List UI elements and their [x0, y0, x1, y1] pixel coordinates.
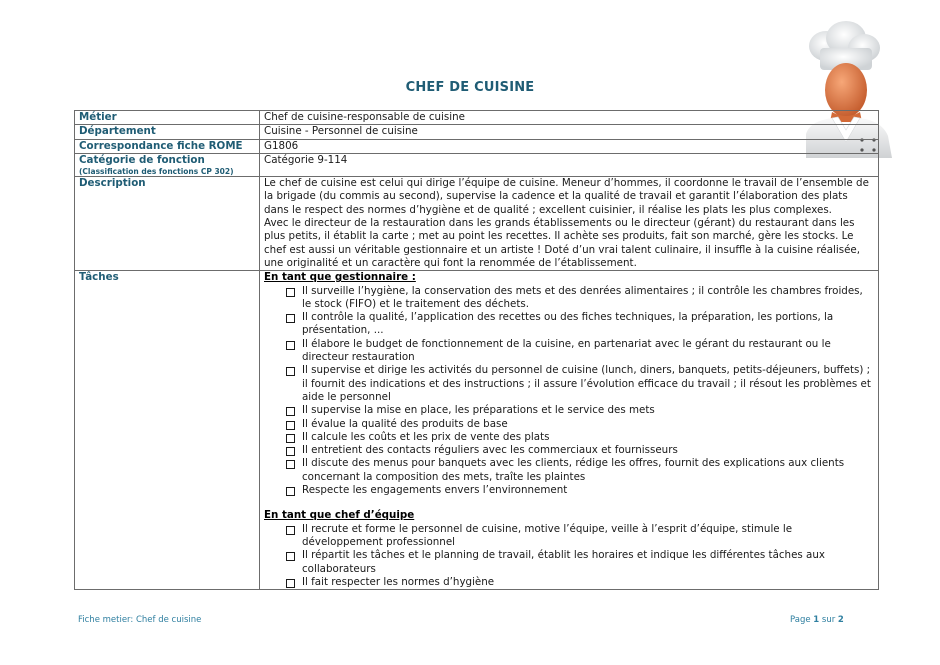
checkbox-bullet-icon — [286, 407, 295, 416]
task-text: Il élabore le budget de fonctionnement de la cuisine, en partenariat avec le gérant du restaurant ou le directeur restauration — [302, 337, 831, 364]
footer-document-name: Fiche metier: Chef de cuisine — [78, 615, 202, 625]
list-item — [284, 549, 874, 576]
task-list-gestionnaire — [264, 285, 874, 498]
job-sheet-table — [74, 110, 879, 590]
value-departement: Cuisine - Personnel de cuisine — [260, 125, 879, 139]
sublabel-categorie: (Classification des fonctions CP 302) — [79, 167, 234, 177]
label-departement: Département — [75, 125, 260, 139]
row-metier — [75, 111, 879, 125]
checkbox-bullet-icon — [286, 314, 295, 323]
list-item — [284, 404, 874, 417]
list-item — [284, 484, 874, 497]
label-description: Description — [75, 177, 260, 271]
heading-chef-equipe: En tant que chef d’équipe — [264, 509, 415, 522]
list-item — [284, 418, 874, 431]
footer-page-current: 1 — [813, 615, 820, 625]
list-item — [284, 576, 874, 589]
row-categorie — [75, 153, 879, 176]
task-text: Il contrôle la qualité, l’application des recettes ou des fiches techniques, la préparation, les portions, la présentation, ... — [302, 311, 834, 337]
description-paragraph: Le chef de cuisine est celui qui dirige l’équipe de cuisine. Meneur d’hommes, il coordonne le travail de l’ensemble de la brigade (du commis au second), supervise la cadence et la qualité de travail et garantit l’élaboration des plats dans le respect des normes d’hygiène et de qualité ; excellent cuisinier, il réalise les plats les plus complexes. — [264, 177, 869, 216]
value-description — [260, 177, 879, 271]
value-rome: G1806 — [260, 139, 879, 153]
task-text: Il entretient des contacts réguliers avec les commerciaux et fournisseurs — [302, 444, 678, 457]
label-taches: Tâches — [75, 271, 260, 590]
list-item — [284, 364, 874, 404]
task-text: Il surveille l’hygiène, la conservation des mets et des denrées alimentaires ; il contrôle les chambres froides, le stock (FIFO) et le traitement des déchets. — [302, 284, 863, 310]
value-categorie: Catégorie 9-114 — [260, 153, 879, 176]
task-text: Il supervise la mise en place, les préparations et le service des mets — [302, 404, 655, 417]
checkbox-bullet-icon — [286, 487, 295, 496]
task-text: Il discute des menus pour banquets avec les clients, rédige les offres, fournit des explications aux clients concernant la composition des mets, traîte les plaintes — [302, 457, 845, 483]
task-text: Il évalue la qualité des produits de base — [302, 417, 508, 430]
checkbox-bullet-icon — [286, 421, 295, 430]
value-taches — [260, 271, 879, 590]
footer-page-number — [790, 615, 844, 625]
checkbox-bullet-icon — [286, 579, 295, 588]
page-title: CHEF DE CUISINE — [405, 80, 535, 95]
list-item — [284, 431, 874, 444]
task-text: Il supervise et dirige les activités du personnel de cuisine (lunch, diners, banquets, petits-déjeuners, buffets) ; il fournit des indications et des instructions ; il assure l’évolution efficace du travail ; il résout les problèmes et aide le personnel — [302, 364, 871, 403]
value-metier: Chef de cuisine-responsable de cuisine — [260, 111, 879, 125]
footer-of-word: sur — [821, 615, 836, 625]
checkbox-bullet-icon — [286, 341, 295, 350]
footer-page-total: 2 — [837, 615, 844, 625]
checkbox-bullet-icon — [286, 526, 295, 535]
task-text: Respecte les engagements envers l’environnement — [302, 484, 568, 497]
task-text: Il répartit les tâches et le planning de travail, établit les horaires et indique les différentes tâches aux collaborateurs — [302, 549, 825, 575]
checkbox-bullet-icon — [286, 552, 295, 561]
row-rome — [75, 139, 879, 153]
list-item — [284, 338, 874, 365]
task-text: Il calcule les coûts et les prix de vente des plats — [302, 430, 550, 443]
label-rome: Correspondance fiche ROME — [75, 139, 260, 153]
list-item — [284, 444, 874, 457]
list-item — [284, 311, 874, 338]
checkbox-bullet-icon — [286, 447, 295, 456]
row-description — [75, 177, 879, 271]
checkbox-bullet-icon — [286, 460, 295, 469]
list-item — [284, 523, 874, 550]
checkbox-bullet-icon — [286, 367, 295, 376]
task-list-chef-equipe — [264, 523, 874, 589]
list-item — [284, 457, 874, 484]
task-text: Il recrute et forme le personnel de cuisine, motive l’équipe, veille à l’esprit d’équipe, stimule le développement professionnel — [302, 522, 793, 548]
list-item — [284, 285, 874, 312]
row-taches — [75, 271, 879, 590]
row-departement — [75, 125, 879, 139]
checkbox-bullet-icon — [286, 434, 295, 443]
heading-gestionnaire: En tant que gestionnaire : — [264, 271, 416, 284]
label-categorie: Catégorie de fonction — [79, 153, 205, 166]
checkbox-bullet-icon — [286, 288, 295, 297]
label-categorie-cell — [75, 153, 260, 176]
label-metier: Métier — [75, 111, 260, 125]
task-text: Il fait respecter les normes d’hygiène — [302, 575, 495, 588]
description-paragraph: Avec le directeur de la restauration dans les grands établissements ou le directeur (gérant) du restaurant dans les plus petits, il établit la carte ; met au point les recettes. Il achète ses produits, fait son marché, gère les stocks. Le chef est aussi un véritable gestionnaire et un artiste ! Doté d’un vrai talent culinaire, il insuffle à la cuisine réalisée, une originalité et un caractère qui font la renommée de l’établissement. — [264, 217, 861, 269]
footer-page-word: Page — [790, 615, 811, 625]
